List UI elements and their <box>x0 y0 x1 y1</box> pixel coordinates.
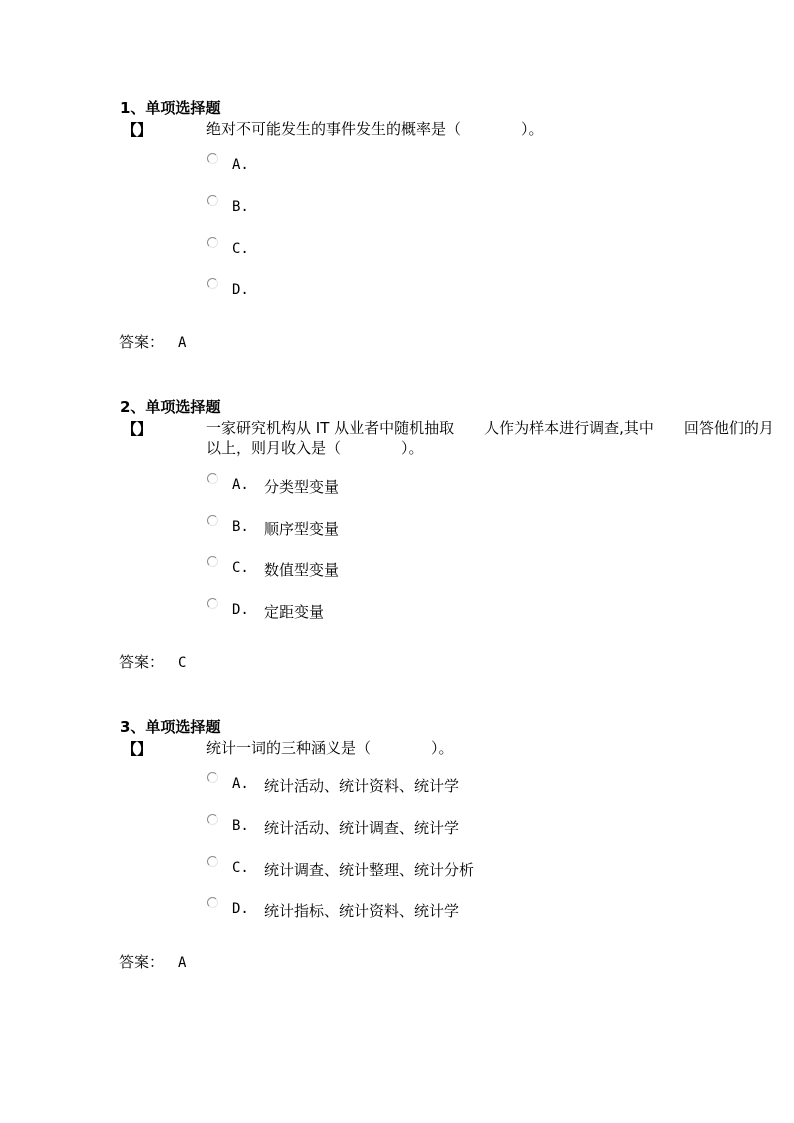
radio-button[interactable] <box>207 556 218 567</box>
option-text: 统计活动、统计资料、统计学 <box>264 777 460 795</box>
question-stem <box>206 738 794 758</box>
radio-button[interactable] <box>207 515 218 526</box>
radio-button[interactable] <box>207 856 218 867</box>
question-title: 3、单项选择题 <box>120 718 221 736</box>
question-stem-line: 以上，则月收入是（ ）。 <box>206 439 424 457</box>
answer-label: 答案： <box>119 953 165 971</box>
option-text: 顺序型变量 <box>264 520 340 538</box>
question-stem-line: 统计一词的三种涵义是（ ）。 <box>206 739 454 757</box>
option-letter: A. <box>232 157 249 173</box>
answer-value: A <box>178 955 187 971</box>
option-text: 定距变量 <box>264 603 325 621</box>
radio-button[interactable] <box>207 473 218 484</box>
question-title: 2、单项选择题 <box>120 398 221 416</box>
answer-value: A <box>178 335 187 351</box>
question-bracket: 【】 <box>122 420 153 438</box>
radio-button[interactable] <box>207 814 218 825</box>
answer-line <box>119 331 186 352</box>
question-bracket: 【】 <box>122 121 153 139</box>
radio-button[interactable] <box>207 237 218 248</box>
question-stem <box>206 119 794 139</box>
radio-button[interactable] <box>207 598 218 609</box>
question-bracket: 【】 <box>122 740 153 758</box>
option-text: 统计调查、统计整理、统计分析 <box>264 861 475 879</box>
radio-button[interactable] <box>207 897 218 908</box>
option-letter: D. <box>232 282 249 298</box>
radio-button[interactable] <box>207 772 218 783</box>
option-letter: B. <box>232 519 249 535</box>
option-letter: A. <box>232 776 249 792</box>
option-letter: D. <box>232 602 249 618</box>
answer-label: 答案： <box>119 333 165 351</box>
option-text: 分类型变量 <box>264 478 340 496</box>
option-letter: B. <box>232 818 249 834</box>
answer-label: 答案： <box>119 653 165 671</box>
radio-button[interactable] <box>207 195 218 206</box>
option-letter: B. <box>232 199 249 215</box>
answer-value: C <box>178 655 187 671</box>
option-letter: D. <box>232 901 249 917</box>
question-title: 1、单项选择题 <box>120 99 221 117</box>
option-text: 统计活动、统计调查、统计学 <box>264 819 460 837</box>
question-stem-line: 绝对不可能发生的事件发生的概率是（ ）。 <box>206 120 544 138</box>
option-text: 统计指标、统计资料、统计学 <box>264 902 460 920</box>
option-letter: A. <box>232 477 249 493</box>
option-letter: C. <box>232 860 249 876</box>
answer-line <box>119 651 186 672</box>
option-letter: C. <box>232 241 249 257</box>
option-letter: C. <box>232 560 249 576</box>
radio-button[interactable] <box>207 278 218 289</box>
option-text: 数值型变量 <box>264 561 340 579</box>
radio-button[interactable] <box>207 153 218 164</box>
question-stem <box>206 418 794 458</box>
question-stem-line: 一家研究机构从 IT 从业者中随机抽取 人作为样本进行调查,其中 回答他们的月 <box>206 419 774 437</box>
answer-line <box>119 951 186 972</box>
